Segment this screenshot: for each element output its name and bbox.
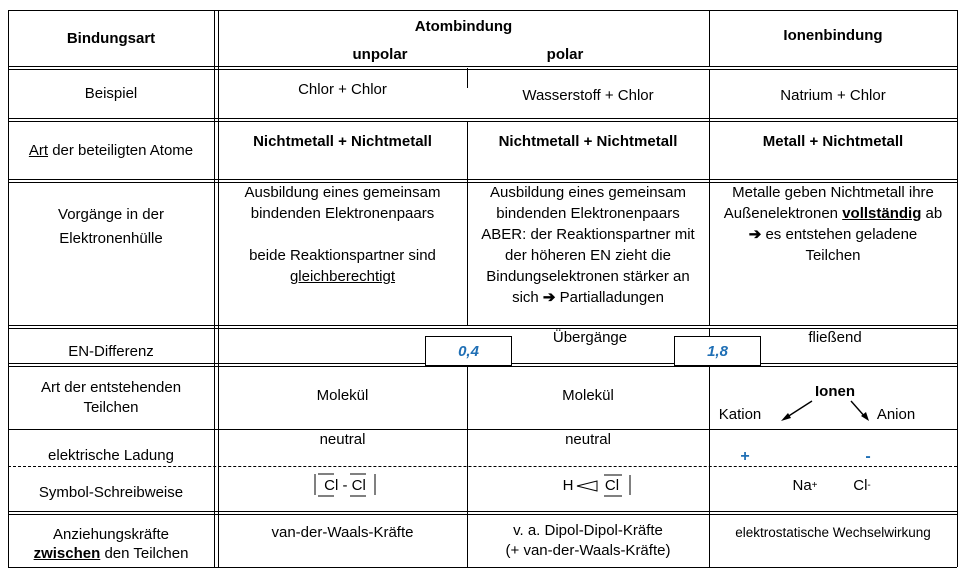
symbol-cl: [845, 474, 879, 496]
vorgaenge-unpolar-line2: bindenden Elektronenpaars: [250, 205, 435, 222]
vorgaenge-unpolar-line3: beide Reaktionspartner sind: [249, 247, 436, 264]
arrow-right-icon: ➔: [748, 226, 762, 243]
vorgaenge-polar-line2: bindenden Elektronenpaars: [496, 205, 680, 222]
header-bindungsart: Bindungsart: [66, 29, 156, 47]
en-threshold-box-2: 1,8: [674, 336, 761, 366]
symbol-na: [785, 474, 825, 496]
header-atombindung: Atombindung: [414, 17, 513, 35]
teilchen-label-line2: Teilchen: [83, 398, 139, 416]
kraefte-label-line1: Anziehungskräfte: [53, 525, 169, 543]
teilchen-kation: Kation: [718, 405, 762, 423]
kraefte-unpolar: van-der-Waals-Kräfte: [271, 523, 414, 541]
atome-ionen: Metall + Nichtmetall: [762, 132, 904, 150]
ladung-polar: neutral: [565, 430, 611, 448]
beispiel-polar: Wasserstoff + Chlor: [522, 86, 654, 104]
vorgaenge-ionen-line3: ➔ es entstehen geladene: [748, 226, 918, 243]
ladung-unpolar: neutral: [319, 430, 366, 448]
vollstaendig-emphasis: vollständig: [842, 205, 922, 222]
vorgaenge-polar-line5: Bindungselektronen stärker an: [486, 268, 690, 285]
ladung-label: elektrische Ladung: [48, 446, 174, 464]
vorgaenge-polar-line4: der höheren EN zieht die: [505, 247, 671, 264]
symbol-bond-dash: -: [338, 476, 352, 494]
vorgaenge-polar-line1: Ausbildung eines gemeinsam: [490, 184, 686, 201]
symbol-label: Symbol-Schreibweise: [38, 483, 184, 501]
atome-label-underlined: Art: [28, 141, 49, 159]
kraefte-label: [8, 514, 214, 567]
teilchen-anion: Anion: [876, 405, 916, 423]
vorgaenge-ionen-line4: Teilchen: [805, 247, 861, 264]
vorgaenge-label-line1: Vorgänge in der: [58, 206, 164, 223]
vorgaenge-label-line2: Elektronenhülle: [59, 230, 163, 247]
symbol-na-charge: +: [811, 479, 818, 491]
beispiel-ionen: Natrium + Chlor: [780, 86, 886, 104]
vorgaenge-ionen-line2: Außenelektronen vollständig ab: [723, 205, 943, 222]
en-threshold-box-1: 0,4: [425, 336, 512, 366]
atome-unpolar: Nichtmetall + Nichtmetall: [253, 132, 432, 150]
header-unpolar: unpolar: [352, 45, 408, 63]
symbol-cl-charge: -: [867, 479, 871, 491]
vorgaenge-polar-line6: sich ➔ Partialladungen: [512, 289, 664, 306]
header-polar: polar: [546, 45, 584, 63]
zwischen-emphasis: zwischen: [33, 544, 101, 562]
kraefte-label-line2: zwischen den Teilchen: [33, 544, 189, 562]
symbol-polar-h: H: [562, 476, 574, 494]
symbol-na-text: Na: [792, 476, 812, 494]
vorgaenge-ionen-line1: Metalle geben Nichtmetall ihre: [732, 184, 934, 201]
beispiel-unpolar: Chlor + Chlor: [298, 80, 387, 98]
kraefte-polar: [467, 521, 709, 563]
en-fliessend: fließend: [808, 328, 862, 346]
en-label: EN-Differenz: [68, 342, 154, 360]
kraefte-polar-line1: v. a. Dipol-Dipol-Kräfte: [513, 522, 663, 539]
beispiel-label: Beispiel: [84, 85, 138, 102]
teilchen-polar: Molekül: [562, 386, 614, 404]
teilchen-unpolar: Molekül: [316, 386, 369, 404]
arrow-right-icon: ➔: [542, 289, 556, 306]
kraefte-ionen: elektrostatische Wechselwirkung: [735, 524, 931, 540]
vorgaenge-unpolar-line4: gleichberechtigt: [289, 268, 396, 285]
ladung-minus: -: [865, 447, 871, 465]
header-ionenbindung: Ionenbindung: [783, 26, 883, 44]
teilchen-ionen: Ionen: [815, 382, 855, 400]
en-uebergaenge: Übergänge: [552, 328, 628, 346]
vorgaenge-unpolar-line1: Ausbildung eines gemeinsam: [244, 184, 441, 201]
vorgaenge-polar-line3: ABER: der Reaktionspartner mit: [481, 226, 695, 243]
symbol-cl-left: Cl: [324, 476, 339, 494]
teilchen-label-line1: Art der entstehenden: [40, 378, 182, 396]
ladung-plus: +: [740, 447, 750, 465]
symbol-polar-cl: Cl: [604, 476, 620, 494]
symbol-cl-text: Cl: [853, 476, 868, 494]
atome-polar: Nichtmetall + Nichtmetall: [498, 132, 678, 150]
kraefte-polar-line2: (+ van-der-Waals-Kräfte): [505, 542, 671, 559]
symbol-cl-right: Cl: [351, 476, 366, 494]
atome-label-rest: der beteiligten Atome: [48, 141, 194, 159]
